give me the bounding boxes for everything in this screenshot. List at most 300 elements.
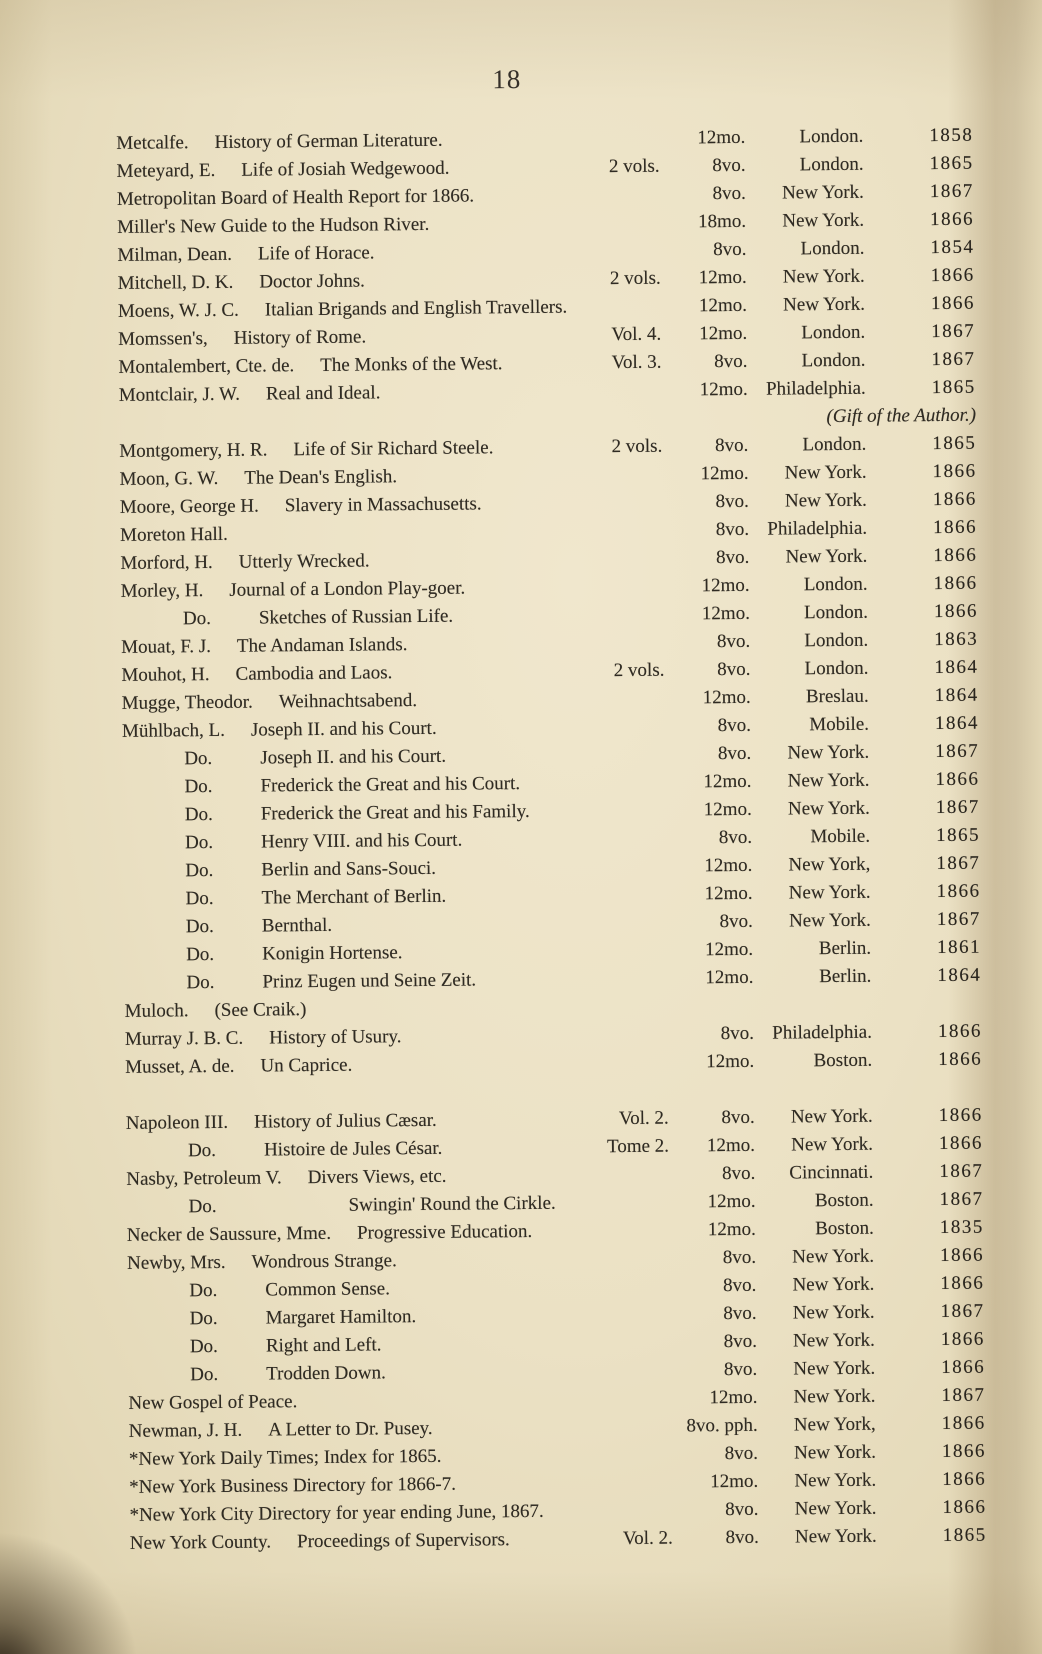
entry-left: [121, 657, 578, 689]
entry-format: 8vo.: [712, 154, 746, 177]
entry-city: Boston.: [815, 1217, 874, 1240]
entry-left: [118, 321, 575, 353]
entry-title: Common Sense.: [265, 1278, 391, 1301]
entry-format: 8vo.: [721, 1162, 756, 1185]
entry-format: 8vo.: [725, 1498, 759, 1521]
entry-year: 1866: [936, 880, 981, 903]
entry-city: New York.: [792, 1329, 875, 1352]
gift-note: (Gift of the Author.): [826, 404, 977, 428]
entry-left: [122, 741, 579, 773]
entry-author: Do.: [184, 831, 214, 854]
entry-volume-info: Vol. 2.: [618, 1107, 669, 1130]
entry-left: [128, 1301, 585, 1333]
entry-volume-info: Vol. 3.: [611, 351, 662, 374]
entry-author: Do.: [186, 943, 215, 966]
entry-city: New York.: [792, 1245, 875, 1268]
entry-format: 8vo.: [723, 1302, 757, 1325]
entry-volume-info: [574, 228, 660, 229]
entry-city: New York.: [781, 181, 864, 204]
entry-left: [128, 1385, 585, 1417]
entry-left: [120, 517, 577, 549]
entry-left: [128, 1357, 585, 1389]
entry-volume-info: [586, 1432, 672, 1433]
entry-author: Milman, Dean.: [117, 243, 233, 266]
entry-year: 1867: [936, 852, 981, 875]
entry-title: (See Craik.): [214, 999, 307, 1021]
entry-volume-info: [587, 1516, 673, 1517]
entry-format: 12mo.: [710, 1470, 759, 1493]
entry-format: [668, 1011, 754, 1012]
entry-author: Newby, Mrs.: [127, 1251, 226, 1274]
entry-author: Morford, H.: [120, 551, 213, 574]
entry-author: Metropolitan Board of Health Report for 1866.: [116, 185, 475, 210]
entry-format: 8vo.: [722, 1246, 757, 1269]
entry-format: 12mo.: [703, 798, 752, 821]
entry-author: Mouhot, H.: [121, 664, 210, 686]
entry-title: Proceedings of Supervisors.: [296, 1529, 510, 1553]
entry-city: New York,: [793, 1413, 876, 1436]
entry-title: Konigin Hortense.: [262, 942, 403, 965]
entry-title: Divers Views, etc.: [307, 1165, 447, 1189]
entry-format: 8vo.: [716, 546, 750, 569]
entry-volume-info: [585, 1320, 671, 1321]
entry-volume-info: [577, 564, 663, 565]
entry-volume-info: [581, 956, 667, 957]
entry-format: 12mo.: [697, 126, 746, 149]
entry-year: 1858: [929, 124, 974, 147]
entry-format: 8vo.: [722, 1274, 757, 1297]
entry-year: 1866: [930, 264, 975, 287]
entry-year: 1867: [935, 796, 980, 819]
entry-city: New York.: [785, 545, 868, 568]
entry-left: [125, 1049, 582, 1081]
entry-year: 1867: [931, 348, 976, 371]
entry-city: London.: [803, 601, 868, 624]
entry-title: Bernthal.: [261, 914, 333, 937]
entry-left: [123, 881, 580, 913]
entry-volume-info: [574, 200, 660, 201]
entry-author: Do.: [185, 859, 214, 882]
entry-year: 1866: [932, 460, 977, 483]
entry-author: Montalembert, Cte. de.: [118, 355, 295, 378]
entry-author: Nasby, Petroleum V.: [126, 1167, 282, 1190]
entry-title: Cambodia and Laos.: [235, 662, 393, 685]
entry-volume-info: [585, 1348, 671, 1349]
entry-format: 12mo.: [700, 462, 749, 485]
entry-format: 8vo.: [715, 518, 750, 541]
entry-volume-info: [582, 1040, 668, 1041]
entry-format: 8vo.: [723, 1358, 758, 1381]
entry-author: Muloch.: [124, 1000, 189, 1022]
entry-volume-info: [574, 256, 660, 257]
entry-author: Mouat, F. J.: [121, 636, 212, 658]
entry-volume-info: [581, 928, 667, 929]
entry-year: 1866: [942, 1468, 987, 1491]
entry-city: London.: [799, 125, 864, 148]
entry-year: 1865: [932, 432, 977, 455]
entry-title: Progressive Education.: [356, 1220, 533, 1244]
entry-left: [117, 210, 574, 242]
entry-left: [120, 489, 577, 521]
entry-author: Do.: [182, 608, 212, 630]
entry-year: 1864: [934, 684, 979, 707]
entry-author: Moens, W. J. C.: [117, 299, 239, 322]
entry-year: 1865: [942, 1524, 987, 1547]
entry-year: 1866: [938, 1132, 984, 1155]
entry-volume-info: [576, 396, 662, 397]
entry-city: London.: [801, 321, 866, 344]
entry-format: 12mo.: [701, 574, 750, 597]
entry-title: History of Usury.: [269, 1026, 402, 1049]
entry-left: [119, 433, 576, 465]
entry-format: 12mo.: [702, 686, 751, 709]
entry-author: Do.: [184, 747, 213, 770]
entry-left: [129, 1441, 586, 1473]
entry-left: [124, 937, 581, 969]
entry-year: 1865: [931, 376, 976, 399]
entry-year: 1866: [933, 600, 978, 623]
entry-title: Life of Sir Richard Steele.: [293, 437, 494, 461]
entry-format: 8vo.: [717, 742, 752, 765]
entry-volume-info: 2 vols.: [613, 659, 665, 682]
entry-title: The Andaman Islands.: [236, 634, 408, 657]
entry-city: New York.: [784, 489, 867, 512]
entry-year: 1867: [936, 908, 981, 931]
entry-title: Trodden Down.: [266, 1362, 386, 1385]
entry-author: Montclair, J. W.: [118, 383, 241, 406]
entry-title: History of Rome.: [233, 326, 367, 349]
entry-volume-info: [577, 536, 663, 537]
entry-format: 8vo.: [715, 490, 749, 513]
entry-year: 1865: [935, 824, 981, 847]
entry-city: Philadelphia.: [767, 517, 868, 540]
entry-format: 12mo.: [701, 602, 750, 625]
entry-format: 8vo.: [714, 350, 748, 373]
entry-city: Boston.: [814, 1189, 874, 1212]
entry-title: Henry VIII. and his Court.: [260, 829, 463, 853]
entry-author: Do.: [184, 803, 213, 826]
entry-city: Berlin.: [819, 965, 872, 988]
entry-author: New Gospel of Peace.: [128, 1391, 298, 1414]
entry-author: Do.: [189, 1279, 218, 1302]
entry-volume-info: [577, 480, 663, 481]
entry-author: Mühlbach, L.: [121, 719, 226, 742]
entry-format: 18mo.: [698, 210, 747, 233]
entry-city: Philadelphia.: [772, 1021, 873, 1044]
entry-city: New York.: [788, 909, 871, 932]
entry-title: Life of Horace.: [257, 242, 375, 265]
entry-year: 1864: [937, 964, 982, 987]
entry-city: Mobile.: [810, 825, 871, 848]
entry-city: New York.: [787, 769, 870, 792]
entry-volume-info: 2 vols.: [608, 155, 660, 178]
entry-left: [129, 1497, 586, 1529]
entry-volume-info: [580, 816, 666, 817]
entry-city: New York.: [788, 881, 871, 904]
entry-city: New York.: [794, 1525, 877, 1548]
entry-format: 12mo.: [698, 294, 748, 317]
entry-left: [118, 293, 575, 325]
entry-left: [116, 154, 573, 186]
entry-year: 1866: [937, 1020, 983, 1043]
entry-author: Moreton Hall.: [120, 523, 228, 546]
entry-left: [129, 1469, 586, 1501]
entry-left: [122, 685, 579, 717]
entry-city: New York.: [790, 1105, 873, 1128]
entry-year: 1866: [941, 1412, 986, 1435]
entry-year: 1864: [934, 712, 980, 735]
entry-format: 12mo.: [704, 882, 753, 905]
entry-volume-info: [579, 704, 665, 705]
entry-year: 1867: [931, 320, 976, 343]
entry-city: [754, 1010, 872, 1011]
entry-year: 1866: [940, 1328, 985, 1351]
entry-format: 8vo.: [712, 182, 746, 205]
entry-volume-info: [580, 844, 666, 845]
entry-volume-info: [585, 1404, 671, 1405]
entry-title: Frederick the Great and his Court.: [260, 773, 521, 797]
entry-format: 8vo.: [724, 1442, 759, 1465]
entry-volume-info: [581, 984, 667, 985]
entry-year: 1867: [929, 180, 974, 203]
entry-title: Joseph II. and his Court.: [250, 717, 437, 741]
entry-left: [123, 853, 580, 885]
entry-volume-info: [573, 144, 659, 145]
entry-left: [122, 713, 579, 745]
entry-left: [126, 1133, 583, 1165]
entry-format: 8vo.: [719, 910, 753, 933]
entry-year: 1866: [930, 208, 975, 231]
entry-author: Do.: [190, 1363, 219, 1386]
entry-author: Do.: [189, 1335, 218, 1358]
entry-title: Life of Josiah Wedgewood.: [241, 157, 450, 181]
entry-author: Montgomery, H. R.: [119, 439, 268, 462]
entry-year: 1867: [941, 1384, 986, 1407]
entry-left: [122, 769, 579, 801]
entry-title: Doctor Johns.: [259, 270, 365, 293]
entry-city: London.: [800, 237, 865, 260]
entry-city: New York.: [787, 741, 870, 764]
entry-year: 1866: [940, 1272, 985, 1295]
entry-left: [116, 126, 573, 158]
entry-format: 8vo.: [716, 630, 751, 653]
entry-volume-info: [579, 760, 665, 761]
entry-left: [121, 573, 578, 605]
entry-year: 1866: [938, 1104, 983, 1127]
entry-city: New York.: [782, 209, 865, 232]
entry-left: [123, 797, 580, 829]
entry-author: Napoleon III.: [125, 1111, 229, 1134]
entry-author: *New York Daily Times; Index for 1865.: [128, 1445, 442, 1470]
entry-city: London.: [799, 153, 864, 176]
entry-left: [128, 1329, 585, 1361]
entry-left: [125, 1021, 582, 1053]
entry-volume-info: [586, 1460, 672, 1461]
entry-title: Sketches of Russian Life.: [258, 605, 454, 629]
entry-city: New York.: [793, 1385, 876, 1408]
entry-title: Real and Ideal.: [265, 382, 381, 405]
entry-left: [124, 909, 581, 941]
entry-city: New York.: [784, 461, 867, 484]
entry-volume-info: [580, 788, 666, 789]
entry-format: 12mo.: [703, 770, 752, 793]
entry-year: 1866: [939, 1244, 985, 1267]
entry-title: The Merchant of Berlin.: [261, 885, 447, 909]
entry-left: [130, 1525, 587, 1557]
entry-left: [117, 237, 574, 269]
entry-title: Weihnachtsabend.: [278, 690, 418, 713]
entry-author: Mugge, Theodor.: [121, 691, 253, 714]
entry-left: [125, 993, 582, 1025]
entry-volume-info: [578, 648, 664, 649]
entry-format: 12mo.: [707, 1190, 756, 1213]
entry-volume-info: 2 vols.: [609, 267, 661, 290]
entry-author: New York County.: [129, 1531, 272, 1554]
entry-year: 1864: [934, 656, 979, 679]
entry-year: 1854: [930, 236, 975, 259]
entry-title: Joseph II. and his Court.: [260, 745, 447, 769]
entry-volume-info: [577, 508, 663, 509]
entry-title: Right and Left.: [265, 1334, 382, 1357]
entry-left: [119, 461, 576, 493]
entry-city: London.: [801, 349, 866, 372]
entry-city: New York.: [794, 1441, 877, 1464]
entry-title: Utterly Wrecked.: [238, 550, 370, 573]
entry-left: [121, 629, 578, 661]
entry-volume-info: [584, 1236, 670, 1237]
entry-author: *New York City Directory for year ending June, 1867.: [129, 1500, 544, 1526]
entry-format: 12mo.: [704, 854, 753, 877]
entry-format: 8vo.: [723, 1330, 757, 1353]
entry-year: 1867: [939, 1188, 984, 1211]
entry-city: London.: [804, 629, 869, 652]
entry-year: 1866: [932, 488, 977, 511]
entry-left: [126, 1105, 583, 1137]
entry-year: [872, 1009, 982, 1010]
entry-format: 8vo.: [717, 658, 751, 681]
entry-city: New York.: [792, 1301, 875, 1324]
entry-format: 12mo.: [698, 266, 747, 289]
entry-title: Margaret Hamilton.: [265, 1306, 417, 1329]
entry-volume-info: [578, 620, 664, 621]
entry-author: Do.: [185, 915, 214, 938]
entry-year: 1867: [935, 740, 980, 763]
entry-volume-info: [584, 1264, 670, 1265]
entry-title: Berlin and Sans-Souci.: [261, 857, 437, 881]
entry-left: [127, 1245, 584, 1277]
entry-year: 1866: [935, 768, 980, 791]
entry-volume-info: [579, 732, 665, 733]
entry-author: *New York Business Directory for 1866-7.: [129, 1473, 457, 1498]
entry-year: 1866: [941, 1440, 987, 1463]
entry-author: Necker de Saussure, Mme.: [126, 1222, 332, 1246]
entry-volume-info: [581, 900, 667, 901]
entry-volume-info: [582, 1068, 668, 1069]
entry-year: 1863: [934, 628, 979, 651]
entry-left: [127, 1217, 584, 1249]
entry-format: 8vo.: [725, 1526, 759, 1549]
entry-left: [118, 349, 575, 381]
entry-format: 8vo.: [721, 1106, 755, 1129]
catalog-rows: [116, 122, 987, 1558]
entry-year: 1866: [932, 516, 978, 539]
entry-year: 1865: [929, 152, 974, 175]
entry-author: Newman, J. H.: [128, 1419, 243, 1442]
entry-title: The Dean's English.: [244, 466, 398, 489]
entry-city: New York.: [783, 293, 866, 316]
entry-title: Swingin' Round the Cirkle.: [348, 1192, 556, 1216]
entry-city: New York.: [794, 1497, 877, 1520]
entry-title: Slavery in Massachusetts.: [284, 493, 482, 517]
entry-year: 1866: [942, 1496, 987, 1519]
entry-author: Momssen's,: [118, 328, 208, 350]
entry-volume-info: [584, 1292, 670, 1293]
entry-volume-info: [585, 1376, 671, 1377]
entry-year: 1866: [938, 1048, 983, 1071]
entry-author: Do.: [188, 1195, 217, 1218]
entry-volume-info: [584, 1208, 670, 1209]
entry-left: [117, 182, 574, 214]
entry-author: Murray J. B. C.: [124, 1027, 244, 1050]
entry-format: 12mo.: [706, 1134, 756, 1157]
entry-title: Journal of a London Play-goer.: [229, 577, 466, 601]
entry-city: London.: [804, 657, 869, 680]
entry-left: [120, 545, 577, 577]
entry-city: New York,: [788, 853, 871, 876]
entry-left: [118, 265, 575, 297]
entry-left: [127, 1273, 584, 1305]
entry-city: New York.: [794, 1469, 877, 1492]
entry-format: 8vo.: [714, 434, 749, 457]
entry-format: 8vo.: [717, 714, 752, 737]
entry-title: The Monks of the West.: [320, 353, 503, 376]
entry-title: History of Julius Cæsar.: [254, 1109, 437, 1133]
entry-volume-info: [583, 1180, 669, 1181]
entry-title: History of German Literature.: [214, 129, 443, 153]
entry-author: Do.: [186, 971, 215, 994]
entry-author: Musset, A. de.: [125, 1055, 235, 1078]
entry-format: 12mo.: [705, 966, 754, 989]
entry-format: 8vo. pph.: [686, 1414, 758, 1437]
entry-author: Morley, H.: [120, 580, 204, 602]
entry-city: Cincinnati.: [789, 1161, 874, 1184]
entry-year: 1861: [937, 936, 982, 959]
entry-volume-info: Tome 2.: [606, 1135, 670, 1158]
entry-format: 12mo.: [707, 1218, 756, 1241]
entry-year: 1866: [941, 1356, 986, 1379]
entry-volume-info: [578, 592, 664, 593]
entry-year: 1867: [940, 1300, 985, 1323]
entry-city: Philadelphia.: [765, 377, 866, 400]
entry-city: New York.: [791, 1133, 874, 1156]
entry-city: New York.: [787, 797, 870, 820]
entry-title: Un Caprice.: [260, 1054, 353, 1077]
entry-left: [121, 601, 578, 633]
entry-left: [119, 377, 576, 409]
entry-format: 8vo.: [713, 238, 747, 261]
entry-author: Metcalfe.: [116, 132, 189, 154]
entry-city: New York.: [793, 1357, 876, 1380]
entry-city: London.: [802, 433, 867, 456]
entry-city: Mobile.: [809, 713, 870, 736]
entry-title: Histoire de Jules César.: [263, 1137, 443, 1161]
entry-volume-info: [586, 1488, 672, 1489]
entry-format: 8vo.: [720, 1022, 755, 1045]
entry-left: [126, 1189, 583, 1221]
entry-title: Frederick the Great and his Family.: [260, 800, 530, 825]
entry-author: Meteyard, E.: [116, 159, 216, 182]
entry-author: Do.: [189, 1307, 218, 1330]
